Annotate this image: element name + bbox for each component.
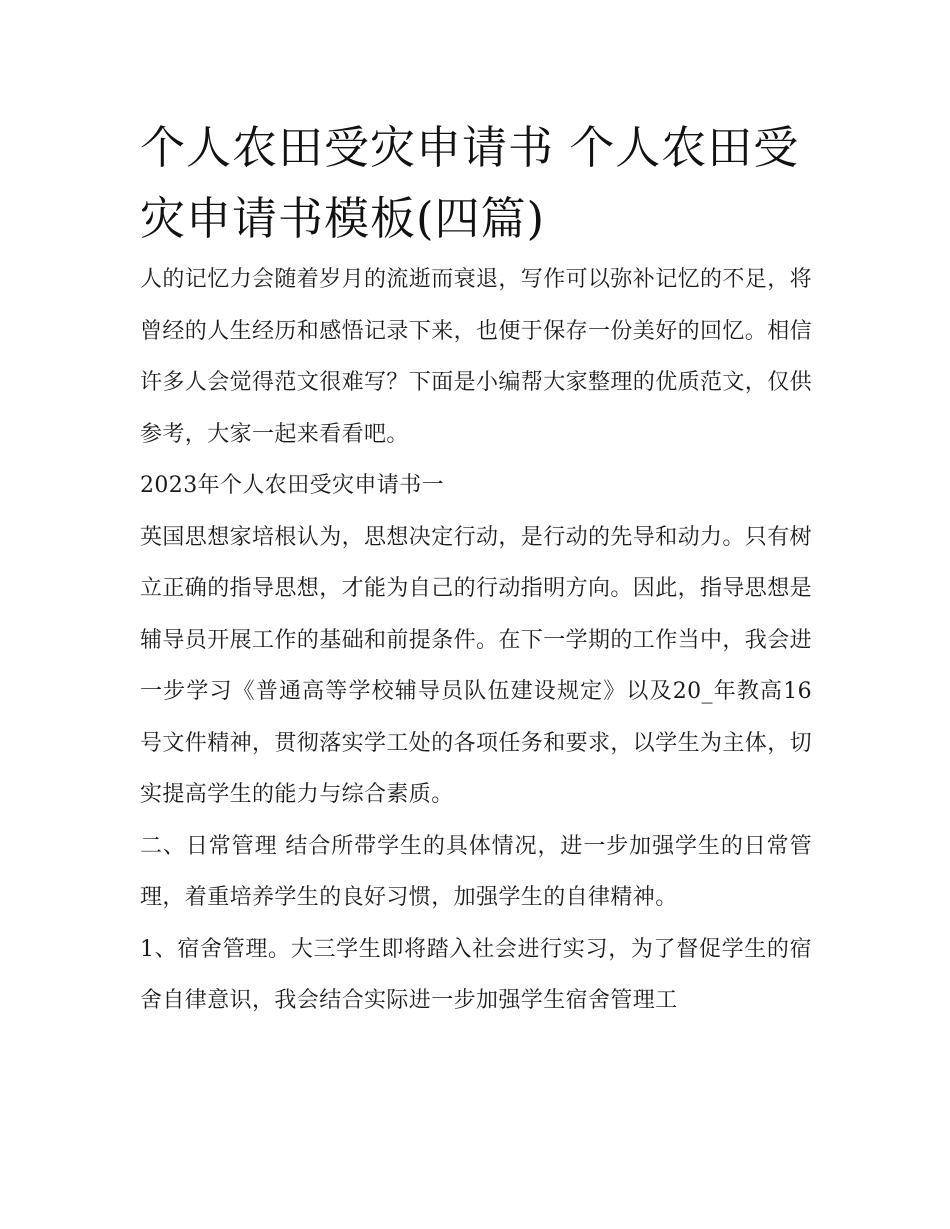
document-body <box>140 112 812 1027</box>
body-paragraph: 英国思想家培根认为，思想决定行动，是行动的先导和动力。只有树立正确的指导思想，才能为自己的行动指明方向。因此，指导思想是辅导员开展工作的基础和前提条件。在下一学期的工作当中，我会进一步学习《普通高等学校辅导员队伍建设规定》以及20_年教高16号文件精神，贯彻落实学工处的各项任务和要求，以学生为主体，切实提高学生的能力与综合素质。 <box>140 524 813 807</box>
intro-paragraph: 人的记忆力会随着岁月的流逝而衰退，写作可以弥补记忆的不足，将曾经的人生经历和感悟记录下来，也便于保存一份美好的回忆。相信许多人会觉得范文很难写？下面是小编帮大家整理的优质范文，仅供参考，大家一起来看看吧。 <box>140 267 813 447</box>
body-paragraph: 二、日常管理 结合所带学生的具体情况，进一步加强学生的日常管理，着重培养学生的良好习惯，加强学生的自律精神。 <box>140 833 812 910</box>
body-paragraph: 1、宿舍管理。大三学生即将踏入社会进行实习，为了督促学生的宿舍自律意识，我会结合实际进一步加强学生宿舍管理工 <box>140 936 812 1013</box>
section-heading: 2023年个人农田受灾申请书一 <box>140 473 444 498</box>
document-title: 个人农田受灾申请书 个人农田受灾申请书模板(四篇) <box>140 121 800 245</box>
